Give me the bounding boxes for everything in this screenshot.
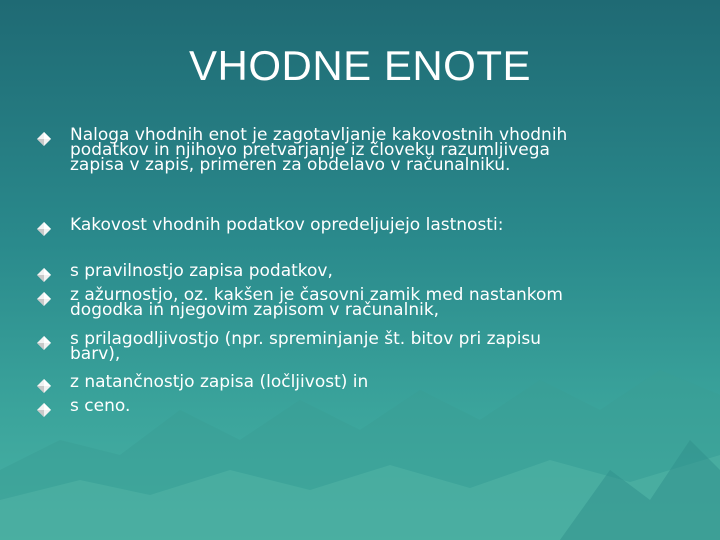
diamond-bullet-icon xyxy=(36,291,52,307)
diamond-bullet-icon xyxy=(36,221,52,237)
bullet-text: Kakovost vhodnih podatkov opredeljujejo lastnosti: xyxy=(70,215,504,235)
list-item xyxy=(36,125,696,175)
diamond-bullet-icon xyxy=(36,267,52,283)
list-item xyxy=(36,261,696,283)
list-item xyxy=(36,329,696,364)
bullet-text: Naloga vhodnih enot je zagotavljanje kakovostnih vhodnih podatkov in njihovo pretvarjanje iz človeku razumljivega zapisa v zapis, primeren za obdelavo v računalniku. xyxy=(70,125,568,175)
diamond-bullet-icon xyxy=(36,131,52,147)
list-item xyxy=(36,215,696,237)
diamond-bullet-icon xyxy=(36,402,52,418)
bullet-text: z ažurnostjo, oz. kakšen je časovni zamik med nastankom dogodka in njegovim zapisom v računalnik, xyxy=(70,285,563,320)
slide-title: VHODNE ENOTE xyxy=(188,42,532,89)
diamond-bullet-icon xyxy=(36,335,52,351)
bullet-text: z natančnostjo zapisa (ločljivost) in xyxy=(70,372,369,392)
list-item xyxy=(36,285,696,320)
bullet-text: s ceno. xyxy=(70,396,131,416)
bullet-text: s pravilnostjo zapisa podatkov, xyxy=(70,261,333,281)
bullet-text: s prilagodljivostjo (npr. spreminjanje št. bitov pri zapisu barv), xyxy=(70,329,542,364)
diamond-bullet-icon xyxy=(36,378,52,394)
list-item xyxy=(36,372,696,394)
list-item xyxy=(36,396,696,418)
